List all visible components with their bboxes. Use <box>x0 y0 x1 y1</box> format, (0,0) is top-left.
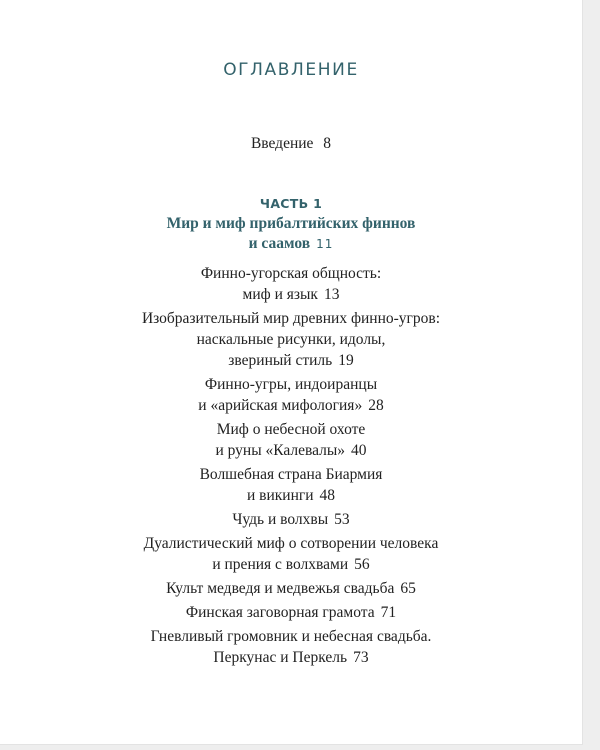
entry-page-number: 28 <box>368 397 384 414</box>
entry-title-line: Волшебная страна Биармия <box>199 466 383 483</box>
entry-page-number: 48 <box>319 487 336 504</box>
toc-entry[interactable] <box>0 308 582 371</box>
entry-title-line: Изобразительный мир древних финно-угров: <box>141 310 441 327</box>
toc-entry[interactable] <box>0 578 582 599</box>
toc-heading: ОГЛАВЛЕНИЕ <box>223 60 359 80</box>
toc-entry[interactable] <box>0 626 582 668</box>
entry-title-line: Финская заговорная грамота <box>185 604 375 621</box>
toc-entry[interactable] <box>0 374 582 416</box>
entry-page-number: 13 <box>323 286 340 303</box>
entry-title-line: звериный стиль <box>228 352 333 369</box>
part-page-number: 11 <box>316 237 334 251</box>
entry-title-line: и руны «Калевалы» <box>215 442 346 459</box>
entry-page-number: 71 <box>380 604 397 621</box>
entry-title-line: Финно-угорская общность: <box>200 265 382 282</box>
toc-entry[interactable] <box>0 263 582 305</box>
entry-page-number: 40 <box>351 442 367 459</box>
entry-page-number: 65 <box>400 580 416 597</box>
entry-page-number: 56 <box>354 556 370 573</box>
toc-entry-introduction[interactable] <box>0 134 582 154</box>
entry-title-line: и викинги <box>246 487 314 504</box>
toc-entry[interactable] <box>0 419 582 461</box>
entry-page-number: 8 <box>323 135 332 152</box>
part-label: ЧАСТЬ 1 <box>259 196 323 211</box>
entry-title: Введение <box>250 135 314 152</box>
entry-title-line: Гневливый громовник и небесная свадьба. <box>150 628 432 645</box>
entry-title-line: Миф о небесной охоте <box>216 421 366 438</box>
toc-entry[interactable] <box>0 602 582 623</box>
toc-entry[interactable] <box>0 464 582 506</box>
entry-title-line: Чудь и волхвы <box>232 511 329 528</box>
part-title-line-1: Мир и миф прибалтийских финнов <box>166 215 416 232</box>
part-title[interactable] <box>0 214 582 254</box>
entry-title-line: и «арийская мифология» <box>198 397 363 414</box>
toc-entry[interactable] <box>0 533 582 575</box>
entry-page-number: 19 <box>338 352 354 369</box>
entry-title-line: наскальные рисунки, идолы, <box>196 331 386 348</box>
entry-title-line: миф и язык <box>242 286 318 303</box>
entry-title-line: и прения с волхвами <box>212 556 349 573</box>
entry-title-line: Дуалистический миф о сотворении человека <box>143 535 439 552</box>
entry-page-number: 53 <box>334 511 350 528</box>
part-title-line-2: и саамов <box>248 235 311 252</box>
entry-title-line: Перкунас и Перкель <box>213 649 348 666</box>
entry-title-line: Культ медведя и медвежья свадьба <box>166 580 395 597</box>
toc-entry[interactable] <box>0 509 582 530</box>
entry-page-number: 73 <box>353 649 369 666</box>
toc-entry-list <box>0 263 582 671</box>
entry-title-line: Финно-угры, индоиранцы <box>204 376 378 393</box>
